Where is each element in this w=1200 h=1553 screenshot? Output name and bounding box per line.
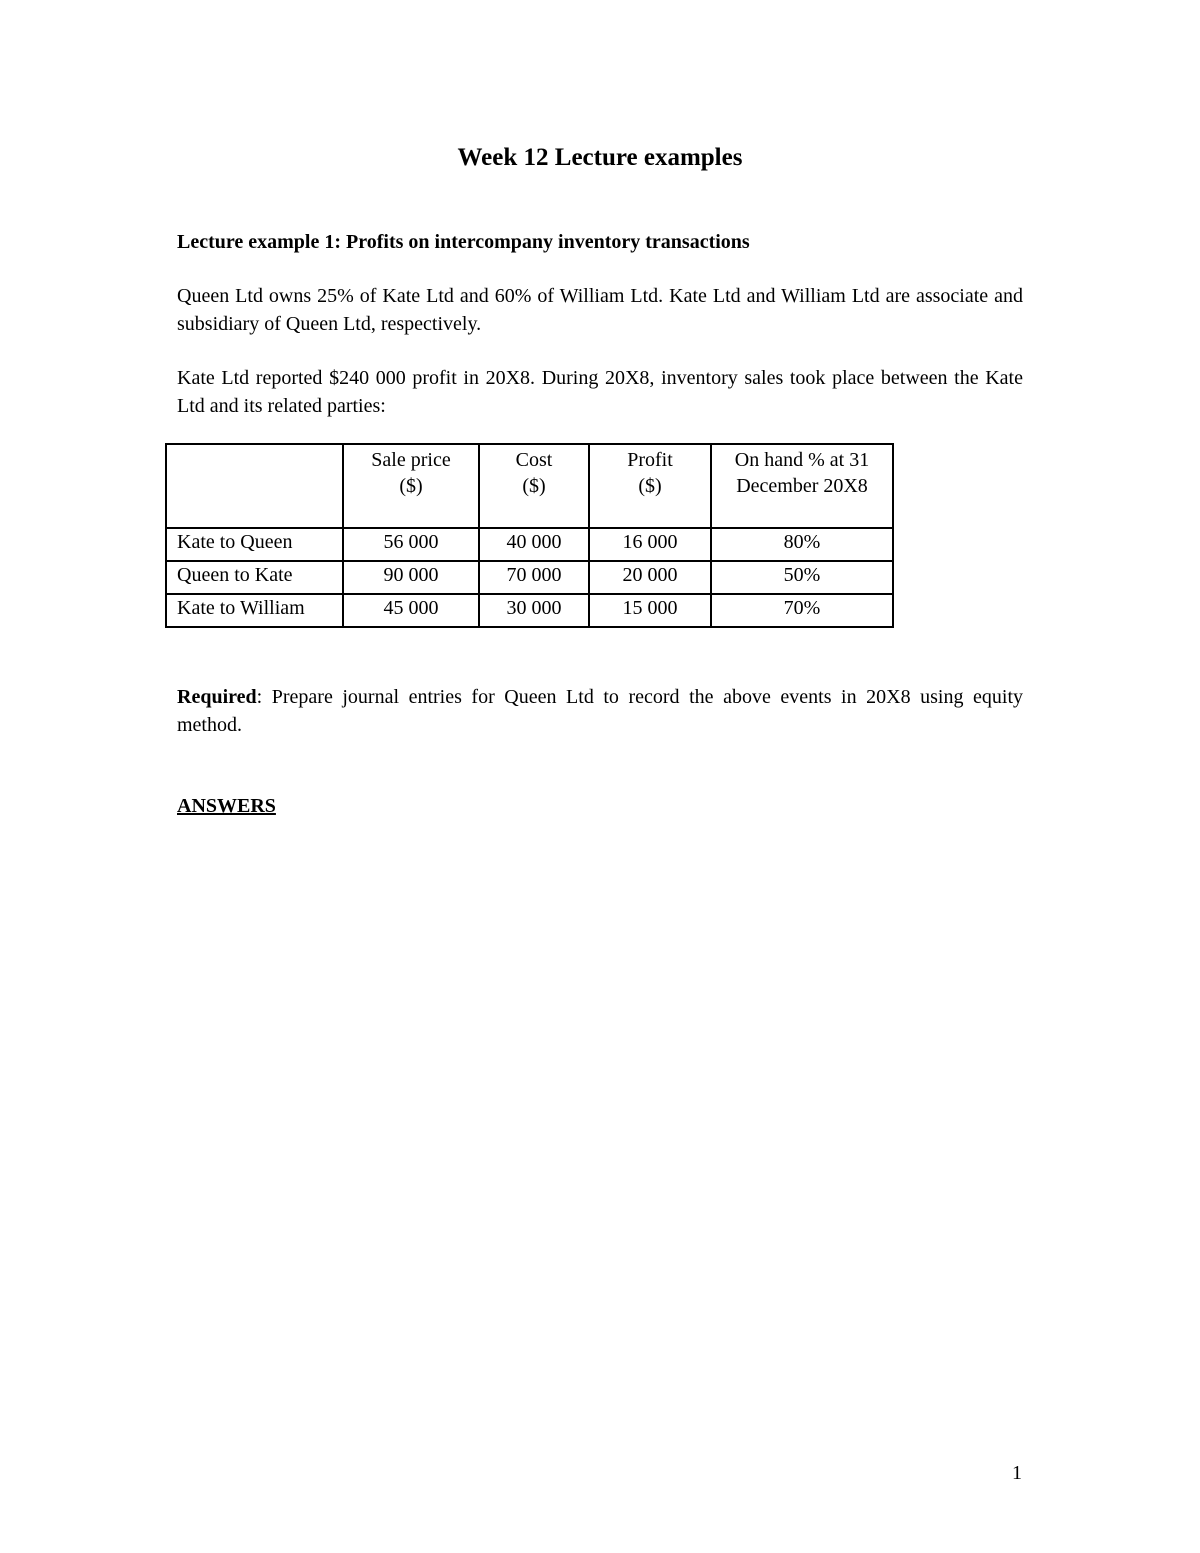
cost-cell: 70 000 [479,561,589,594]
header-sale-price-line1: Sale price [371,449,451,471]
profit-cell: 20 000 [589,561,711,594]
table-header-row [166,444,893,528]
profit-cell: 16 000 [589,528,711,561]
profit-cell: 15 000 [589,594,711,627]
header-profit-line1: Profit [627,449,673,471]
sale-price-cell: 90 000 [343,561,479,594]
header-label-cell [166,444,343,528]
profit-paragraph: Kate Ltd reported $240 000 profit in 20X8. During 20X8, inventory sales took place between the Kate Ltd and its related parties: [177,367,1023,417]
header-profit [589,444,711,528]
page-title: Week 12 Lecture examples [457,144,743,171]
header-on-hand [711,444,893,528]
table-row [166,594,893,627]
on-hand-cell: 80% [711,528,893,561]
on-hand-cell: 50% [711,561,893,594]
header-on-hand-line1: On hand % at 31 [734,449,870,471]
answers-heading: ANSWERS [177,795,276,817]
table-row [166,561,893,594]
header-cost-line1: Cost [515,449,553,471]
row-label: Kate to William [166,594,343,627]
row-label: Queen to Kate [166,561,343,594]
required-paragraph [177,683,1023,739]
page-number: 1 [1012,1462,1022,1484]
header-sale-price [343,444,479,528]
cost-cell: 40 000 [479,528,589,561]
header-cost-line2: ($) [522,475,546,497]
table-row [166,528,893,561]
header-sale-price-line2: ($) [399,475,423,497]
on-hand-cell: 70% [711,594,893,627]
header-on-hand-line2: December 20X8 [736,475,868,497]
inventory-transactions-table [165,443,894,628]
row-label: Kate to Queen [166,528,343,561]
ownership-paragraph: Queen Ltd owns 25% of Kate Ltd and 60% of William Ltd. Kate Ltd and William Ltd are associate and subsidiary of Queen Ltd, respectively. [177,285,1023,335]
sale-price-cell: 56 000 [343,528,479,561]
required-text: : Prepare journal entries for Queen Ltd to record the above events in 20X8 using equity method. [177,686,1023,736]
cost-cell: 30 000 [479,594,589,627]
sale-price-cell: 45 000 [343,594,479,627]
section-heading: Lecture example 1: Profits on intercompany inventory transactions [177,231,750,253]
header-profit-line2: ($) [638,475,662,497]
required-label: Required [177,686,257,708]
header-cost [479,444,589,528]
